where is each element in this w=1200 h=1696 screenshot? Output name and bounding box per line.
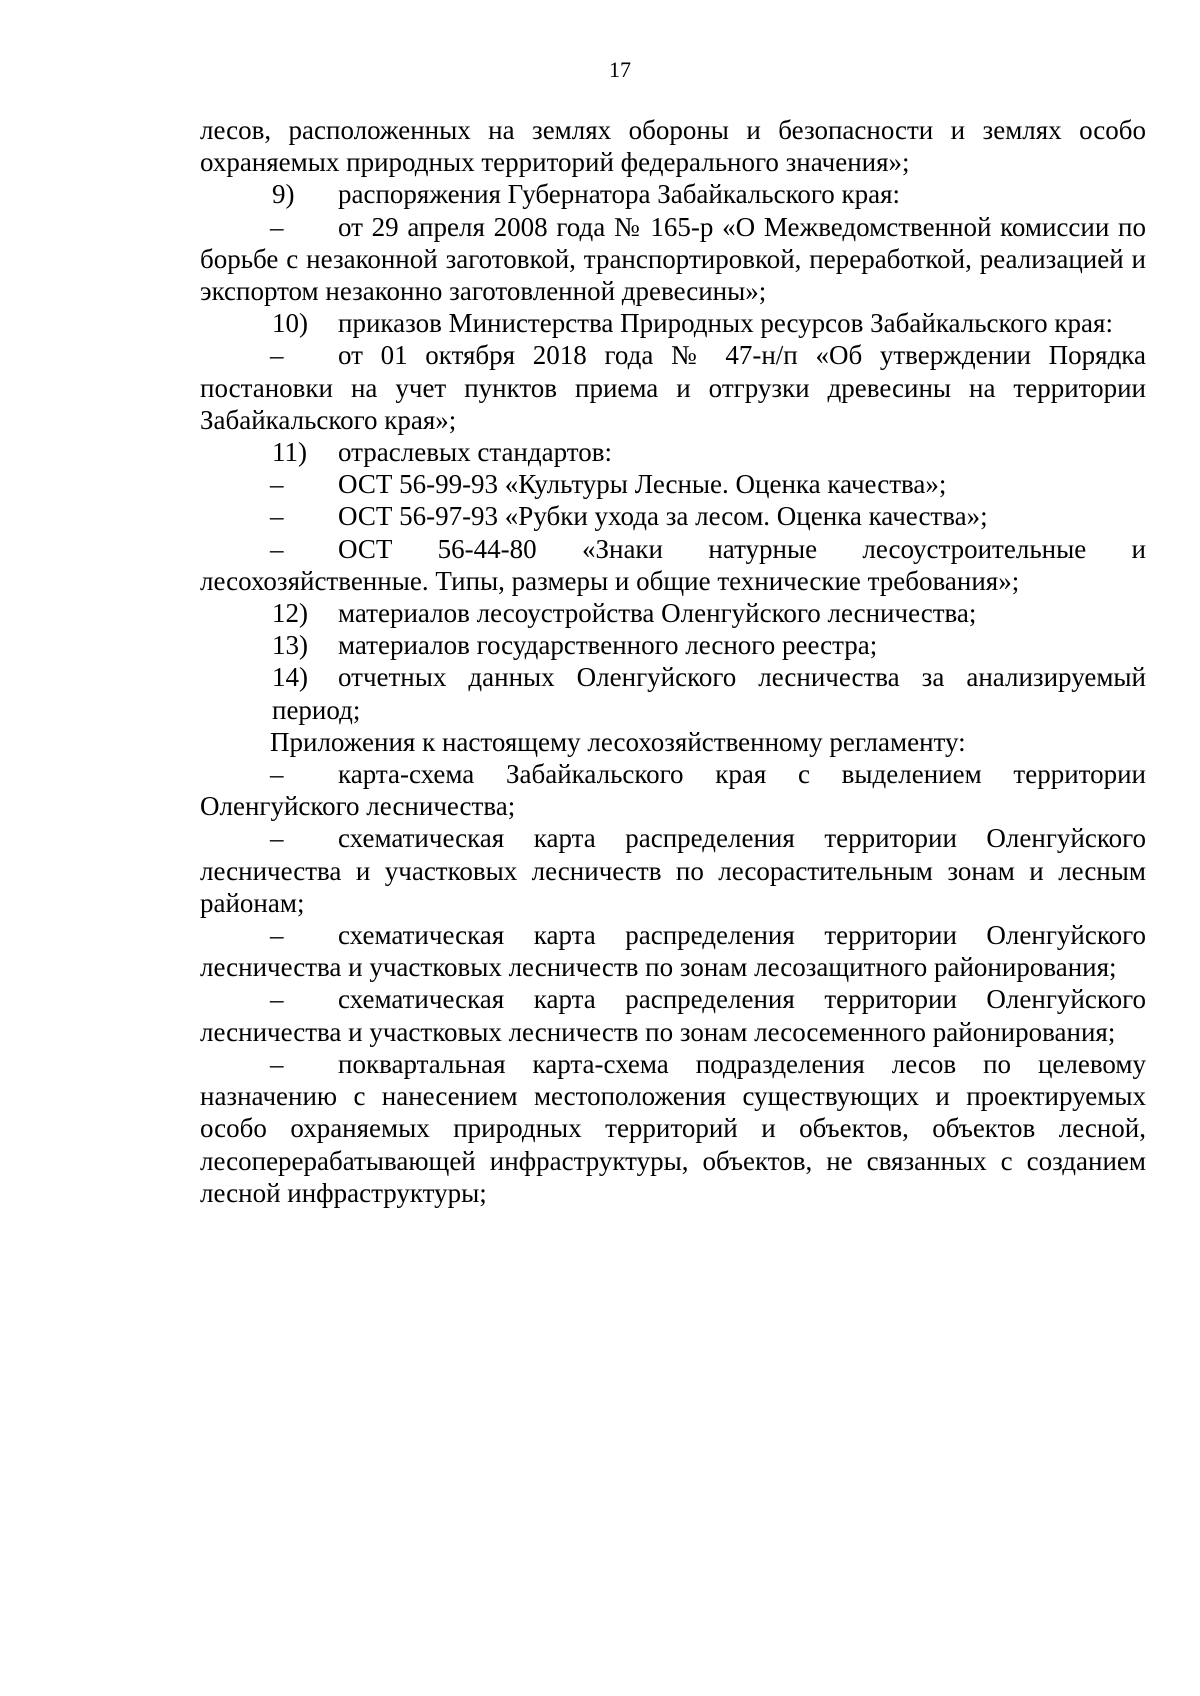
dash-item-ost-56-97-93 (200, 500, 1146, 532)
dash-item-order-47 (200, 339, 1146, 436)
dash-item-appendix-protection-zones (200, 919, 1146, 983)
item-text: схематическая карта распределения территории Оленгуйского лесничества и участковых лесничеств по зонам лесозащитного районирования; (200, 920, 1146, 983)
paragraph-continuation (200, 114, 1146, 178)
item-text: ОСТ 56-97-93 «Рубки ухода за лесом. Оценка качества»; (338, 501, 988, 532)
dash-marker: – (270, 920, 284, 951)
item-text: поквартальная карта-схема подразделения лесов по целевому назначению с нанесением местоположения существующих и проектируемых особо охраняемых природных территорий и объектов, объектов лесной, лесоперерабатывающей инфраструктуры, объектов, не связанных с созданием лесной инфраструктуры; (200, 1048, 1146, 1208)
item-text: схематическая карта распределения территории Оленгуйского лесничества и участковых лесничеств по зонам лесосеменного районирования; (200, 984, 1146, 1047)
dash-marker: – (270, 533, 284, 564)
numbered-item-12 (200, 597, 1146, 629)
dash-marker: – (270, 823, 284, 854)
dash-item-ost-56-44-80 (200, 533, 1146, 597)
item-text: распоряжения Губернатора Забайкальского края: (338, 179, 900, 210)
item-number: 14) (272, 662, 308, 693)
item-text: от 29 апреля 2008 года № 165-р «О Межведомственной комиссии по борьбе с незаконной заготовкой, транспортировкой, переработкой, реализацией и экспортом незаконно заготовленной древесины»; (200, 211, 1146, 307)
item-number: 9) (272, 179, 295, 210)
page-number: 17 (609, 57, 631, 82)
numbered-item-9 (200, 178, 1146, 210)
item-text: карта-схема Забайкальского края с выделением территории Оленгуйского лесничества; (200, 759, 1146, 822)
item-number: 13) (272, 630, 308, 661)
item-number: 10) (272, 308, 308, 339)
item-text: от 01 октября 2018 года № 47-н/п «Об утверждении Порядка постановки на учет пунктов приема и отгрузки древесины на территории Забайкальского края»; (200, 340, 1146, 435)
item-text: ОСТ 56-99-93 «Культуры Лесные. Оценка качества»; (338, 469, 947, 500)
item-text: отраслевых стандартов: (338, 437, 612, 468)
numbered-item-10 (200, 307, 1146, 339)
dash-marker: – (270, 340, 284, 371)
dash-marker: – (270, 984, 284, 1015)
numbered-item-14 (200, 661, 1146, 725)
paragraph-text: лесов, расположенных на землях обороны и безопасности и землях особо охраняемых природных территорий федерального значения»; (200, 115, 1146, 178)
item-text: ОСТ 56-44-80 «Знаки натурные лесоустроительные и лесохозяйственные. Типы, размеры и общие технические требования»; (200, 533, 1146, 596)
item-text: отчетных данных Оленгуйского лесничества за анализируемый период; (272, 662, 1146, 725)
item-number: 11) (272, 437, 307, 468)
dash-item-appendix-seed-zones (200, 983, 1146, 1047)
dash-marker: – (270, 1048, 284, 1079)
numbered-item-11 (200, 436, 1146, 468)
item-text: материалов лесоустройства Оленгуйского лесничества; (338, 598, 977, 629)
dash-marker: – (270, 469, 284, 500)
appendices-heading (200, 726, 1146, 758)
dash-item-appendix-quarter-map (200, 1048, 1146, 1209)
dash-marker: – (270, 501, 284, 532)
document-body (200, 114, 1146, 1209)
item-text: приказов Министерства Природных ресурсов Забайкальского края: (338, 308, 1113, 339)
paragraph-text: Приложения к настоящему лесохозяйственному регламенту: (270, 726, 966, 757)
dash-marker: – (270, 211, 284, 242)
dash-marker: – (270, 759, 284, 790)
dash-item-ost-56-99-93 (200, 468, 1146, 500)
item-text: материалов государственного лесного реестра; (338, 630, 878, 661)
dash-item-appendix-vegetation-zones (200, 822, 1146, 919)
dash-item-order-165 (200, 211, 1146, 308)
dash-item-appendix-map-scheme (200, 758, 1146, 822)
item-number: 12) (272, 598, 308, 629)
item-text: схематическая карта распределения территории Оленгуйского лесничества и участковых лесничеств по лесорастительным зонам и лесным районам; (200, 823, 1146, 918)
numbered-item-13 (200, 629, 1146, 661)
